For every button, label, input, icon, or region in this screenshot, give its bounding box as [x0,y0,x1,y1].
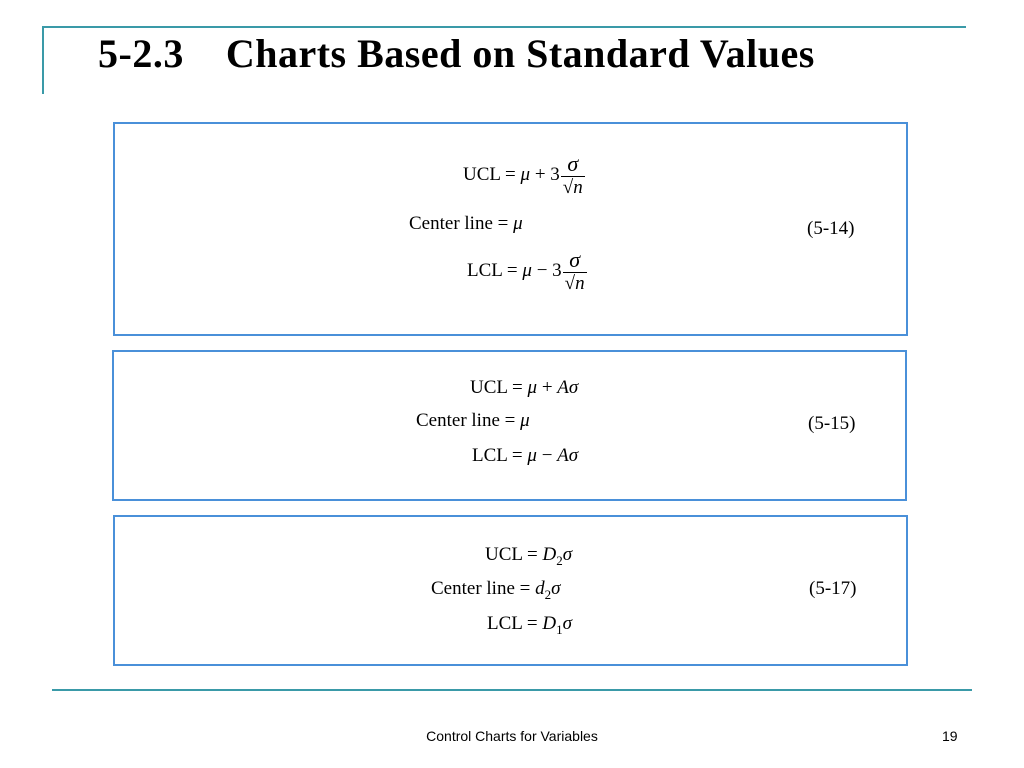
center-line-equation-5-17: Center line = $d_2\sigma$ [431,578,561,602]
sigma-over-sqrt-n: $\frac{\sigma}{√n}$ [562,151,583,198]
ucl-equation-5-15: UCL = μ + Aσ [470,377,579,398]
title-accent-horizontal [42,26,966,28]
center-line-equation-5-14: Center line = μ [409,213,523,234]
equation-box-5-14 [113,122,908,336]
slide-title: 5-2.3 Charts Based on Standard Values [98,31,815,76]
page-number: 19 [942,728,958,744]
footer-title: Control Charts for Variables [426,728,598,744]
sigma-over-sqrt-n: $\frac{\sigma}{√n}$ [564,247,585,294]
equation-box-5-15 [112,350,907,501]
lcl-equation-5-14: LCL = μ − 3 $\frac{\sigma}{√n}$ [467,247,585,294]
ucl-equation-5-14: UCL = μ + 3 $\frac{\sigma}{√n}$ [463,151,583,198]
lcl-equation-5-15: LCL = μ − Aσ [472,445,579,466]
equation-number-5-15: (5-15) [808,413,856,434]
center-line-equation-5-15: Center line = μ [416,410,530,431]
equation-number-5-14: (5-14) [807,218,855,239]
title-accent-vertical [42,26,44,94]
footer-divider [52,689,972,691]
equation-box-5-17 [113,515,908,666]
lcl-equation-5-17: LCL = $D_1\sigma$ [487,613,573,637]
equation-number-5-17: (5-17) [809,578,857,599]
ucl-equation-5-17: UCL = $D_2\sigma$ [485,544,573,568]
